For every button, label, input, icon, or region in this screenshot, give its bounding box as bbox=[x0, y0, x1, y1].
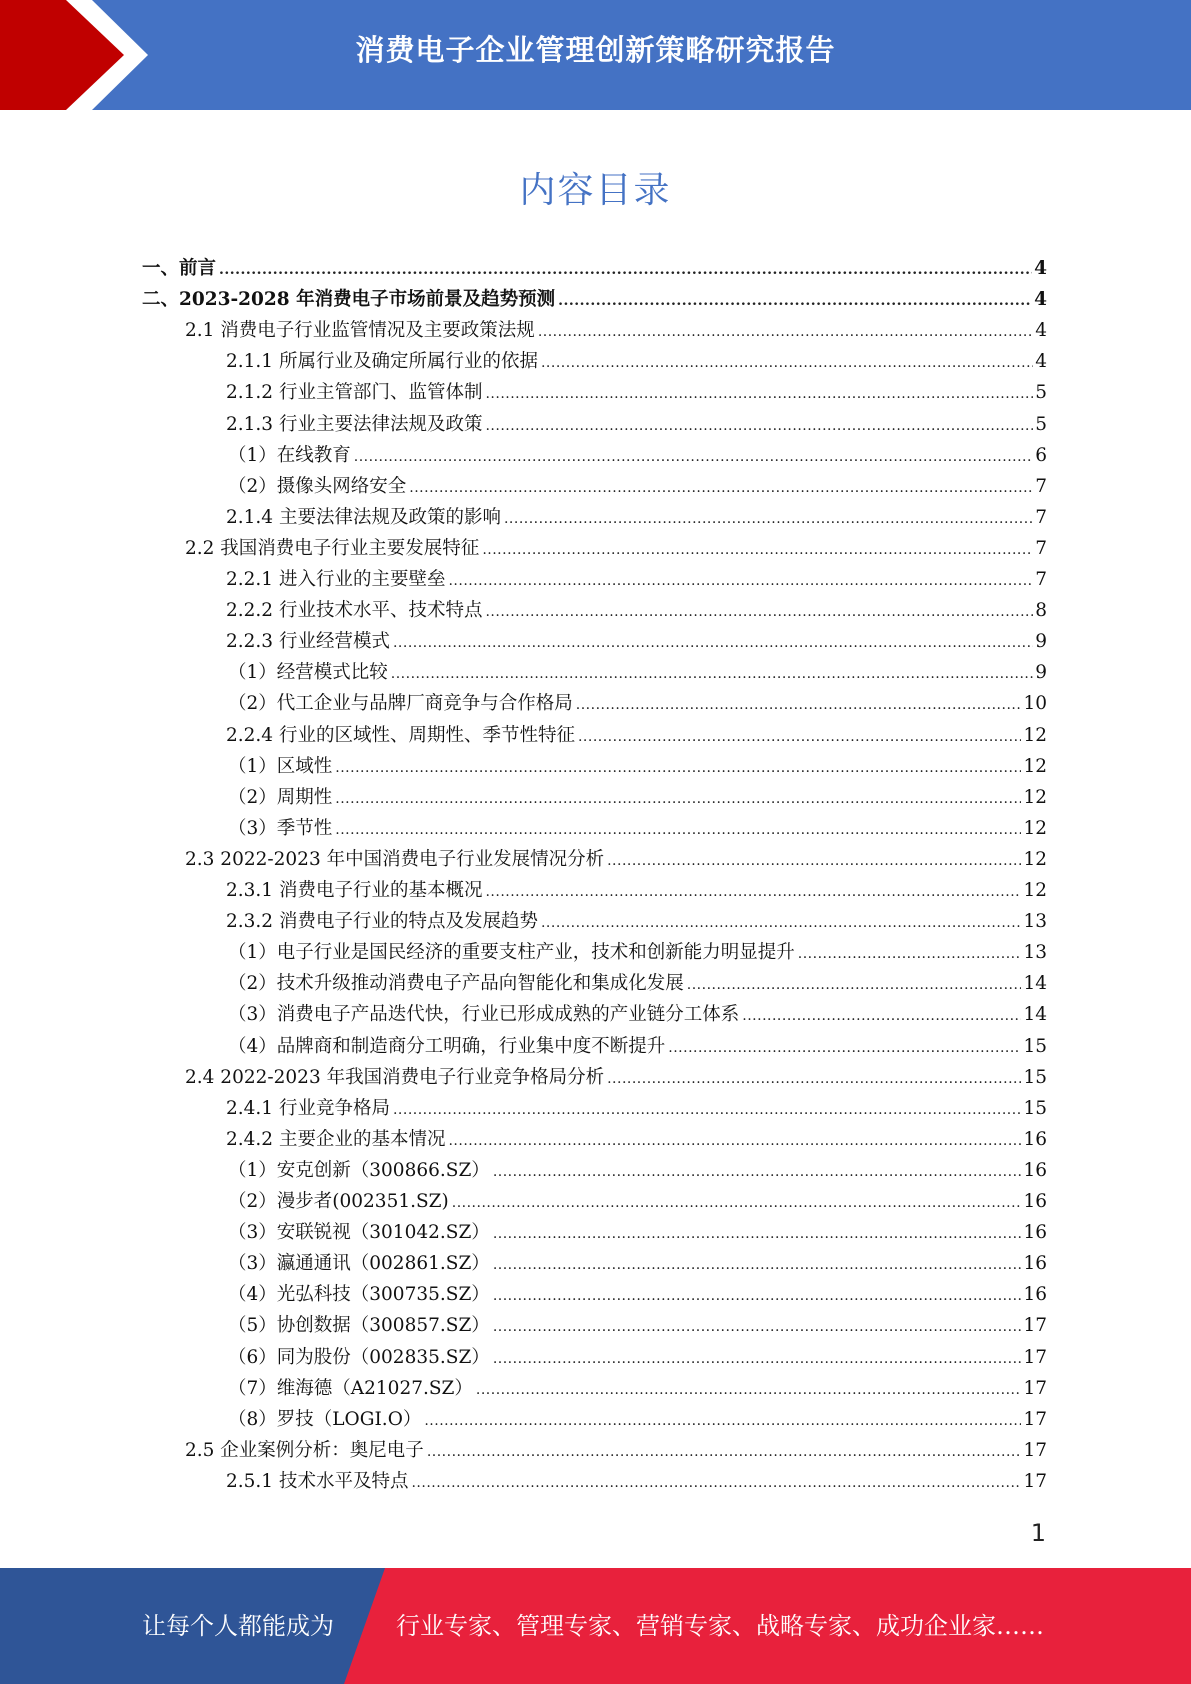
toc-entry[interactable] bbox=[228, 751, 1047, 782]
toc-entry-text: （1）在线教育 bbox=[228, 444, 351, 466]
toc-entry-page: 7 bbox=[1035, 569, 1047, 590]
toc-dot-leader bbox=[482, 535, 1033, 566]
toc-entry-page: 15 bbox=[1023, 1035, 1047, 1057]
toc-entry-page: 7 bbox=[1035, 537, 1047, 559]
toc-entry[interactable] bbox=[226, 720, 1047, 751]
toc-entry-page: 16 bbox=[1023, 1128, 1047, 1150]
toc-title: 内容目录 bbox=[519, 170, 672, 211]
toc-entry-text: 2.1.3 行业主要法律法规及政策 bbox=[226, 413, 483, 435]
toc-entry[interactable] bbox=[226, 595, 1047, 626]
toc-dot-leader bbox=[485, 411, 1033, 442]
toc-entry[interactable] bbox=[185, 533, 1047, 564]
toc-entry[interactable] bbox=[228, 1031, 1047, 1062]
toc-dot-leader bbox=[335, 753, 1021, 784]
footer-slogan-right: 行业专家、管理专家、营销专家、战略专家、成功企业家…… bbox=[396, 1612, 1044, 1640]
toc-entry-page: 10 bbox=[1023, 693, 1047, 715]
toc-entry[interactable] bbox=[228, 782, 1047, 813]
toc-dot-leader bbox=[607, 846, 1021, 877]
toc-entry-text: （1）区域性 bbox=[228, 755, 333, 777]
toc-entry-page: 6 bbox=[1035, 444, 1047, 466]
toc-entry[interactable] bbox=[228, 1186, 1047, 1217]
toc-entry[interactable] bbox=[142, 284, 1047, 315]
toc-entry-page: 16 bbox=[1023, 1284, 1047, 1306]
toc-entry[interactable] bbox=[228, 440, 1047, 471]
report-title: 消费电子企业管理创新策略研究报告 bbox=[355, 33, 836, 67]
toc-entry-text: （2）周期性 bbox=[228, 786, 333, 808]
toc-entry[interactable] bbox=[185, 844, 1047, 875]
toc-entry-page: 12 bbox=[1023, 755, 1047, 777]
toc-dot-leader bbox=[485, 379, 1033, 410]
toc-entry-text: （2）代工企业与品牌厂商竞争与合作格局 bbox=[228, 693, 573, 715]
toc-dot-leader bbox=[427, 1437, 1022, 1468]
toc-dot-leader bbox=[541, 908, 1021, 939]
toc-entry[interactable] bbox=[226, 1466, 1047, 1497]
toc-entry[interactable] bbox=[226, 409, 1047, 440]
toc-entry[interactable] bbox=[228, 688, 1047, 719]
toc-entry[interactable] bbox=[226, 1093, 1047, 1124]
toc-entry-text: （4）品牌商和制造商分工明确，行业集中度不断提升 bbox=[228, 1035, 666, 1057]
toc-entry-page: 17 bbox=[1023, 1315, 1047, 1337]
toc-entry[interactable] bbox=[185, 1062, 1047, 1093]
toc-dot-leader bbox=[476, 1375, 1022, 1406]
toc-entry-text: 2.2.3 行业经营模式 bbox=[226, 631, 390, 653]
toc-entry[interactable] bbox=[228, 1373, 1047, 1404]
toc-entry-page: 17 bbox=[1023, 1408, 1047, 1430]
toc-entry-text: 2.3.2 消费电子行业的特点及发展趋势 bbox=[226, 911, 538, 933]
toc-entry-text: 2.4.1 行业竞争格局 bbox=[226, 1097, 390, 1119]
toc-dot-leader bbox=[493, 1281, 1022, 1312]
toc-entry-text: （3）消费电子产品迭代快，行业已形成成熟的产业链分工体系 bbox=[228, 1004, 740, 1026]
toc-dot-leader bbox=[452, 1188, 1022, 1219]
toc-entry-text: 2.1.4 主要法律法规及政策的影响 bbox=[226, 506, 501, 528]
toc-entry[interactable] bbox=[228, 1310, 1047, 1341]
toc-dot-leader bbox=[538, 317, 1033, 348]
toc-entry-page: 16 bbox=[1023, 1253, 1047, 1275]
toc-entry-page: 13 bbox=[1023, 911, 1047, 933]
toc-dot-leader bbox=[493, 1157, 1022, 1188]
toc-entry-text: （2）技术升级推动消费电子产品向智能化和集成化发展 bbox=[228, 973, 684, 995]
toc-entry-text: 一、前言 bbox=[142, 258, 217, 279]
toc-entry-text: 2.5.1 技术水平及特点 bbox=[226, 1470, 409, 1492]
toc-dot-leader bbox=[409, 473, 1033, 504]
toc-entry-text: （4）光弘科技（300735.SZ） bbox=[228, 1284, 490, 1306]
toc-dot-leader bbox=[354, 442, 1033, 473]
toc-entry-text: 2.4 2022-2023 年我国消费电子行业竞争格局分析 bbox=[185, 1066, 605, 1088]
toc-entry-page: 12 bbox=[1023, 724, 1047, 746]
toc-entry-page: 8 bbox=[1035, 600, 1047, 622]
toc-entry-text: （6）同为股份（002835.SZ） bbox=[228, 1346, 490, 1368]
toc-dot-leader bbox=[504, 504, 1033, 535]
toc-dot-leader bbox=[335, 784, 1021, 815]
toc-dot-leader bbox=[393, 1095, 1021, 1126]
toc-entry-page: 4 bbox=[1035, 320, 1047, 342]
toc-entry-text: 二、2023-2028 年消费电子市场前景及趋势预测 bbox=[142, 289, 556, 311]
toc-entry-page: 16 bbox=[1023, 1222, 1047, 1244]
toc-dot-leader bbox=[576, 690, 1022, 721]
toc-entry[interactable] bbox=[185, 1435, 1047, 1466]
toc-dot-leader bbox=[742, 1001, 1021, 1032]
toc-entry-text: 2.4.2 主要企业的基本情况 bbox=[226, 1128, 446, 1150]
toc-entry-text: 2.1.2 行业主管部门、监管体制 bbox=[226, 382, 483, 404]
toc-dot-leader bbox=[798, 939, 1022, 970]
toc-entry-text: 2.1 消费电子行业监管情况及主要政策法规 bbox=[185, 320, 535, 342]
toc-entry-page: 12 bbox=[1023, 880, 1047, 901]
toc-entry[interactable] bbox=[228, 657, 1047, 688]
toc-entry-page: 7 bbox=[1035, 506, 1047, 528]
toc-entry-text: 2.2.1 进入行业的主要壁垒 bbox=[226, 569, 446, 590]
toc-entry-page: 7 bbox=[1035, 475, 1047, 497]
toc-entry[interactable] bbox=[228, 1404, 1047, 1435]
toc-dot-leader bbox=[578, 722, 1021, 753]
toc-dot-leader bbox=[687, 970, 1022, 1001]
toc-entry-page: 16 bbox=[1023, 1191, 1047, 1212]
toc-entry-page: 14 bbox=[1023, 973, 1047, 995]
toc-entry[interactable] bbox=[185, 315, 1047, 346]
toc-entry[interactable] bbox=[226, 346, 1047, 377]
toc-entry[interactable] bbox=[142, 253, 1047, 284]
toc-dot-leader bbox=[668, 1033, 1021, 1064]
toc-dot-leader bbox=[393, 628, 1033, 659]
toc-entry-text: （3）安联锐视（301042.SZ） bbox=[228, 1222, 490, 1244]
toc-entry[interactable] bbox=[226, 564, 1047, 595]
toc-entry-page: 17 bbox=[1023, 1439, 1047, 1461]
toc-entry-text: （7）维海德（A21027.SZ） bbox=[228, 1377, 473, 1399]
toc-entry-page: 5 bbox=[1035, 382, 1047, 404]
toc-entry[interactable] bbox=[226, 875, 1047, 906]
toc-entry-page: 12 bbox=[1023, 786, 1047, 808]
header-band bbox=[0, 0, 1191, 110]
toc-entry-page: 16 bbox=[1023, 1159, 1047, 1181]
toc-dot-leader bbox=[219, 255, 1032, 286]
toc-entry-text: （3）瀛通通讯（002861.SZ） bbox=[228, 1253, 490, 1275]
toc-entry-text: 2.3 2022-2023 年中国消费电子行业发展情况分析 bbox=[185, 848, 605, 870]
toc-entry-text: （8）罗技（LOGI.O） bbox=[228, 1408, 422, 1430]
toc-dot-leader bbox=[485, 597, 1033, 628]
toc-entry-page: 9 bbox=[1035, 631, 1047, 653]
toc-dot-leader bbox=[335, 815, 1021, 846]
toc-entry-page: 13 bbox=[1023, 942, 1047, 964]
toc-dot-leader bbox=[493, 1250, 1022, 1281]
footer-band bbox=[0, 1568, 1191, 1684]
toc-dot-leader bbox=[448, 1126, 1021, 1157]
toc-entry-page: 15 bbox=[1023, 1097, 1047, 1119]
toc-entry[interactable] bbox=[226, 626, 1047, 657]
toc-entry-text: 2.2 我国消费电子行业主要发展特征 bbox=[185, 537, 480, 559]
toc-dot-leader bbox=[411, 1468, 1021, 1499]
toc-entry-page: 17 bbox=[1023, 1346, 1047, 1368]
toc-entry[interactable] bbox=[228, 968, 1047, 999]
toc-dot-leader bbox=[607, 1064, 1021, 1095]
toc-entry[interactable] bbox=[228, 471, 1047, 502]
toc-entry-page: 17 bbox=[1023, 1470, 1047, 1492]
toc-entry-text: 2.2.4 行业的区域性、周期性、季节性特征 bbox=[226, 724, 575, 746]
toc-entry[interactable] bbox=[226, 906, 1047, 937]
toc-entry[interactable] bbox=[228, 1248, 1047, 1279]
toc-entry[interactable] bbox=[226, 1124, 1047, 1155]
toc-entry-page: 4 bbox=[1034, 289, 1047, 311]
toc-entry[interactable] bbox=[228, 1155, 1047, 1186]
toc-dot-leader bbox=[391, 659, 1033, 690]
toc-entry-text: 2.5 企业案例分析：奥尼电子 bbox=[185, 1439, 424, 1461]
toc-entry-text: 2.3.1 消费电子行业的基本概况 bbox=[226, 880, 483, 901]
toc-entry-page: 5 bbox=[1035, 413, 1047, 435]
toc-entry-text: （2）漫步者(002351.SZ) bbox=[228, 1191, 449, 1212]
toc-entry-page: 15 bbox=[1023, 1066, 1047, 1088]
toc-entry-page: 12 bbox=[1023, 817, 1047, 839]
toc-dot-leader bbox=[541, 348, 1033, 379]
toc-dot-leader bbox=[493, 1344, 1022, 1375]
toc-dot-leader bbox=[558, 286, 1032, 317]
toc-entry-page: 9 bbox=[1035, 662, 1047, 684]
toc-entry-text: （5）协创数据（300857.SZ） bbox=[228, 1315, 490, 1337]
toc-entry-text: （1）经营模式比较 bbox=[228, 662, 388, 684]
toc-entry-text: （2）摄像头网络安全 bbox=[228, 475, 407, 497]
toc-entry[interactable] bbox=[228, 813, 1047, 844]
toc-dot-leader bbox=[485, 877, 1021, 908]
toc-entry-page: 4 bbox=[1034, 258, 1047, 279]
toc-entry[interactable] bbox=[226, 377, 1047, 408]
toc-dot-leader bbox=[424, 1406, 1021, 1437]
page-number: 1 bbox=[1030, 1519, 1046, 1547]
toc-entry-page: 14 bbox=[1023, 1004, 1047, 1026]
toc-entry-page: 4 bbox=[1035, 351, 1047, 373]
toc-entry-text: （1）电子行业是国民经济的重要支柱产业，技术和创新能力明显提升 bbox=[228, 942, 795, 964]
toc-entry[interactable] bbox=[228, 937, 1047, 968]
toc-entry[interactable] bbox=[226, 502, 1047, 533]
toc-entry[interactable] bbox=[228, 1342, 1047, 1373]
toc-dot-leader bbox=[493, 1312, 1022, 1343]
toc-entry[interactable] bbox=[228, 1217, 1047, 1248]
toc-entry[interactable] bbox=[228, 999, 1047, 1030]
toc-entry-page: 12 bbox=[1023, 848, 1047, 870]
toc-entry-text: （3）季节性 bbox=[228, 817, 333, 839]
footer-slogan-left: 让每个人都能成为 bbox=[142, 1612, 334, 1640]
toc-entry-text: （1）安克创新（300866.SZ） bbox=[228, 1159, 490, 1181]
toc-entry-text: 2.2.2 行业技术水平、技术特点 bbox=[226, 600, 483, 622]
toc-entry-text: 2.1.1 所属行业及确定所属行业的依据 bbox=[226, 351, 538, 373]
toc-entry-page: 17 bbox=[1023, 1377, 1047, 1399]
toc-dot-leader bbox=[448, 566, 1033, 597]
toc-dot-leader bbox=[493, 1219, 1022, 1250]
toc-entry[interactable] bbox=[228, 1279, 1047, 1310]
